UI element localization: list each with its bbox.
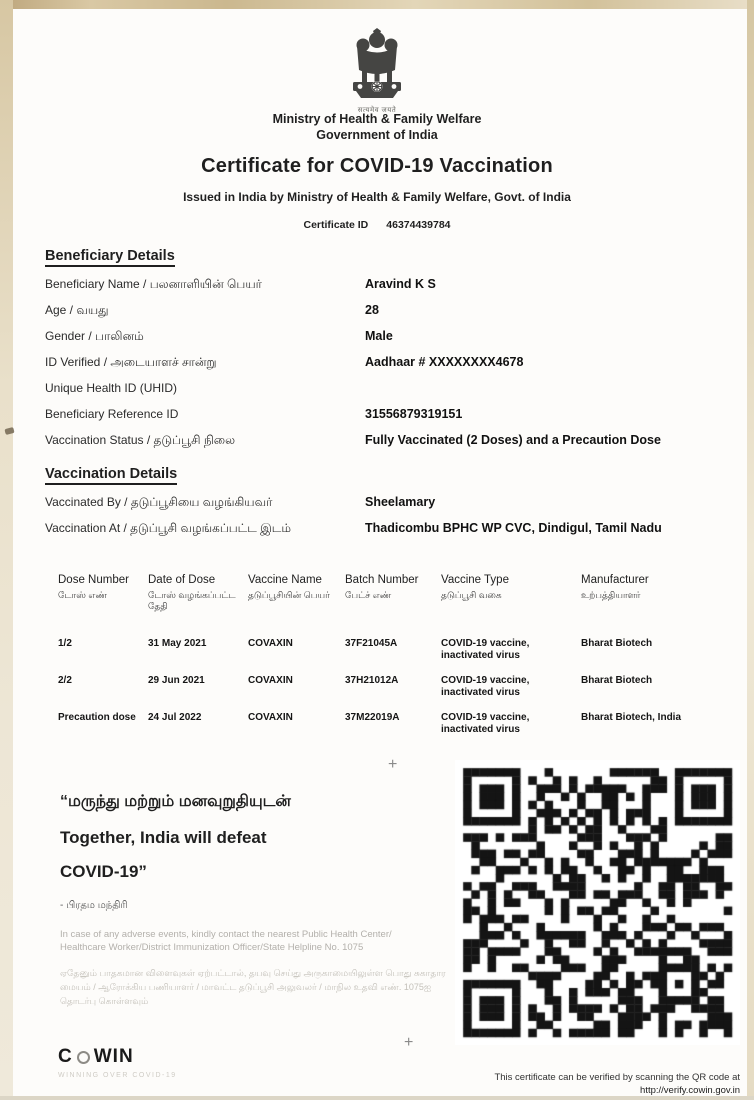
verify-note — [494, 1072, 740, 1096]
certificate-id-line — [0, 219, 754, 231]
column-header-dose-number: Dose Number டோஸ் எண் — [58, 574, 129, 600]
certificate-subtitle: Issued in India by Ministry of Health & Family Welfare, Govt. of India — [183, 190, 571, 204]
certificate-id-value: 46374439784 — [386, 219, 451, 231]
quote-english-line-1: Together, India will defeat — [60, 828, 267, 847]
table-row-precaution-dose — [58, 712, 713, 736]
field-value: Sheelamary — [365, 495, 436, 509]
vaccination-fields — [45, 494, 713, 546]
table-cell: 2/2 — [58, 675, 72, 686]
dose-table-body — [58, 638, 713, 736]
column-header-date-of-dose: Date of Dose டோஸ் வழங்கப்பட்ட தேதி — [148, 574, 236, 611]
table-cell: 24 Jul 2022 — [148, 712, 202, 723]
government-name: Government of India — [316, 128, 438, 142]
table-cell: 37F21045A — [345, 638, 398, 649]
verify-url: http://verify.cowin.gov.in — [640, 1085, 740, 1096]
field-label: Vaccination At / தடுப்பூசி வழங்கப்பட்ட இடம் — [45, 521, 291, 535]
quote-block — [60, 792, 400, 912]
field-row-beneficiary-name — [45, 276, 713, 293]
field-label: Age / வயது — [45, 303, 109, 317]
registration-mark-top: + — [388, 756, 398, 773]
scan-speck — [4, 427, 14, 435]
field-value: Male — [365, 329, 393, 343]
ministry-name: Ministry of Health & Family Welfare — [272, 112, 482, 126]
table-row-dose-2 — [58, 675, 713, 699]
field-value: 31556879319151 — [365, 407, 463, 421]
cowin-logo-win: WIN — [93, 1046, 134, 1067]
column-header-vaccine-type: Vaccine Type தடுப்பூசி வகை — [441, 574, 509, 600]
field-label: Vaccinated By / தடுப்பூசியை வழங்கியவர் — [45, 495, 273, 509]
table-cell: COVID-19 vaccine, inactivated virus — [441, 712, 530, 735]
table-cell: COVAXIN — [248, 675, 293, 686]
emblem-block — [0, 28, 754, 115]
table-cell: COVAXIN — [248, 712, 293, 723]
advisory-block — [60, 928, 460, 1008]
qr-code — [455, 760, 740, 1045]
field-label: Unique Health ID (UHID) — [45, 381, 178, 395]
table-cell: 1/2 — [58, 638, 72, 649]
table-cell: Bharat Biotech — [581, 675, 653, 686]
table-cell: 29 Jun 2021 — [148, 675, 205, 686]
field-row-vaccination-status — [45, 432, 713, 449]
column-header-manufacturer: Manufacturer உற்பத்தியாளர் — [581, 574, 649, 600]
quote-attribution: - பிரதம மந்திரி — [60, 900, 128, 911]
beneficiary-fields — [45, 276, 713, 458]
field-row-gender — [45, 328, 713, 345]
column-header-batch-number: Batch Number பேட்ச் எண் — [345, 574, 419, 600]
field-row-vaccination-at — [45, 520, 713, 537]
field-label: Vaccination Status / தடுப்பூசி நிலை — [45, 433, 236, 447]
beneficiary-details-heading: Beneficiary Details — [45, 248, 175, 267]
field-value: Aravind K S — [365, 277, 436, 291]
field-value: 28 — [365, 303, 379, 317]
table-cell: COVID-19 vaccine, inactivated virus — [441, 638, 530, 661]
table-row-dose-1 — [58, 638, 713, 662]
dose-table — [58, 574, 713, 736]
certificate-id-label: Certificate ID — [303, 219, 369, 231]
verify-text: This certificate can be verified by scanning the QR code at — [494, 1072, 740, 1083]
cowin-logo-c: C — [58, 1046, 73, 1067]
field-label: ID Verified / அடையாளச் சான்று — [45, 355, 217, 369]
quote-tamil-line: “மருந்து மற்றும் மனவுறுதியுடன் — [60, 793, 291, 810]
field-label: Gender / பாலினம் — [45, 329, 144, 343]
field-row-age — [45, 302, 713, 319]
registration-mark-bottom: + — [404, 1034, 414, 1051]
scan-edge-top — [0, 0, 754, 9]
cowin-logo — [58, 1046, 177, 1079]
table-cell: 31 May 2021 — [148, 638, 207, 649]
national-emblem-icon — [350, 28, 404, 100]
advisory-english-line-2: Healthcare Worker/District Immunization Officer/State Helpline No. 1075 — [60, 942, 364, 953]
field-row-reference-id — [45, 406, 713, 423]
scan-edge-bottom — [0, 1096, 754, 1100]
field-row-id-verified — [45, 354, 713, 371]
vaccination-details-heading: Vaccination Details — [45, 466, 177, 485]
field-row-vaccinated-by — [45, 494, 713, 511]
field-row-uhid — [45, 380, 713, 397]
emblem-motto: सत्यमेव जयते — [357, 107, 397, 114]
cowin-tagline: WINNING OVER COVID-19 — [58, 1072, 177, 1079]
table-cell: Bharat Biotech, India — [581, 712, 682, 723]
quote-english-line-2: COVID-19” — [60, 862, 147, 881]
advisory-tamil: ஏதேனும் பாதகமான விளைவுகள் ஏற்பட்டால், தயவு செய்து அருகாமையிலுள்ள பொது சுகாதார மையம் / ஆரோக்கிய பணியாளர் / மாவட்ட தடுப்பூசி அலுவலர் / மாநில உதவி எண். 1075ஐ தொடர்பு கொள்ளவும் — [60, 968, 446, 1006]
table-cell: COVID-19 vaccine, inactivated virus — [441, 675, 530, 698]
field-label: Beneficiary Name / பலனாளியின் பெயர் — [45, 277, 262, 291]
table-cell: Precaution dose — [58, 712, 136, 723]
table-cell: 37M22019A — [345, 712, 400, 723]
certificate-title: Certificate for COVID-19 Vaccination — [201, 155, 553, 177]
table-cell: COVAXIN — [248, 638, 293, 649]
table-cell: 37H21012A — [345, 675, 399, 686]
field-label: Beneficiary Reference ID — [45, 407, 179, 421]
advisory-english-line-1: In case of any adverse events, kindly contact the nearest Public Health Center/ — [60, 929, 392, 940]
cowin-ring-icon — [77, 1051, 90, 1064]
field-value: Thadicombu BPHC WP CVC, Dindigul, Tamil Nadu — [365, 521, 662, 535]
field-value: Fully Vaccinated (2 Doses) and a Precaution Dose — [365, 433, 661, 447]
field-value: Aadhaar # XXXXXXXX4678 — [365, 355, 524, 369]
table-cell: Bharat Biotech — [581, 638, 653, 649]
dose-table-header — [58, 574, 713, 612]
column-header-vaccine-name: Vaccine Name தடுப்பூசியின் பெயர் — [248, 574, 330, 600]
